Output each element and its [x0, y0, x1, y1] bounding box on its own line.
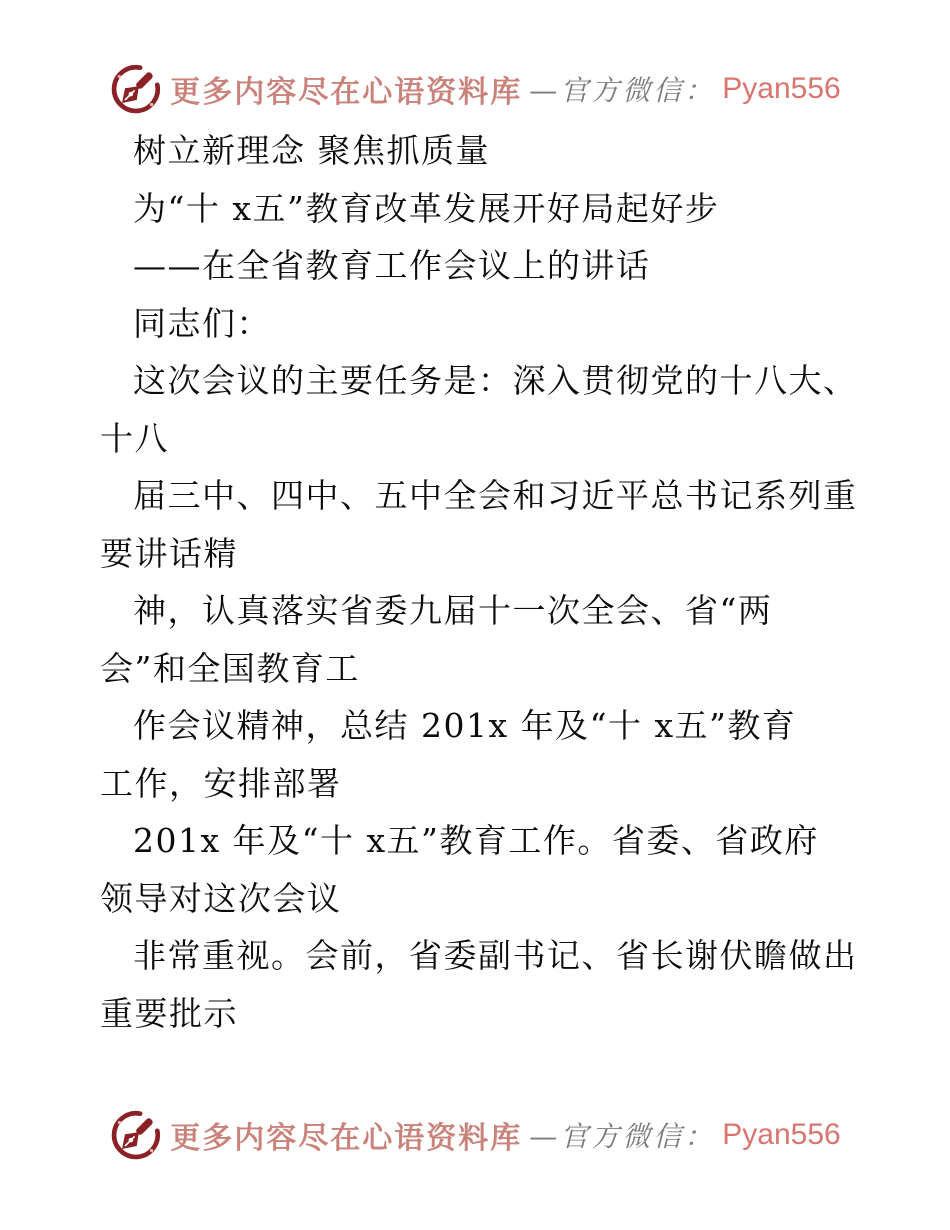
wechat-id: Pyan556	[722, 72, 841, 105]
text-line: 十八	[100, 418, 169, 458]
official-wechat-label: —官方微信：	[529, 74, 716, 107]
text-line: 神，认真落实省委九届十一次全会、省“两	[133, 591, 773, 630]
text-line: 届三中、四中、五中全会和习近平总书记系列重	[133, 476, 858, 515]
text-line: 作会议精神，总结 201x 年及“十 x五”教育	[133, 706, 797, 745]
text-line: 重要批示	[100, 993, 238, 1033]
subtitle-line: 为“十 x五”教育改革发展开好局起好步	[133, 188, 720, 228]
title-line: 树立新理念 聚焦抓质量	[133, 131, 490, 170]
brand-text: 更多内容尽在心语资料库	[170, 75, 523, 110]
wechat-id: Pyan556	[722, 1118, 841, 1151]
official-wechat-label: —官方微信：	[529, 1120, 716, 1153]
watermark-header	[0, 62, 950, 116]
pen-in-circle-logo-icon	[109, 62, 163, 116]
text-line: 会”和全国教育工	[100, 648, 360, 688]
text-line: 要讲话精	[100, 533, 238, 573]
text-line: 201x 年及“十 x五”教育工作。省委、省政府	[133, 821, 819, 860]
text-line: 非常重视。会前，省委副书记、省长谢伏瞻做出	[133, 936, 858, 975]
text-line: 这次会议的主要任务是：深入贯彻党的十八大、	[133, 361, 858, 400]
salutation-line: 同志们：	[133, 303, 271, 343]
text-line: 领导对这次会议	[100, 878, 342, 918]
document-body	[100, 122, 870, 1042]
text-line: 工作，安排部署	[100, 763, 342, 803]
brand-text: 更多内容尽在心语资料库	[170, 1121, 523, 1156]
pen-in-circle-logo-icon	[109, 1108, 163, 1162]
speech-occasion-line: ——在全省教育工作会议上的讲话	[133, 246, 651, 285]
watermark-footer	[0, 1108, 950, 1162]
